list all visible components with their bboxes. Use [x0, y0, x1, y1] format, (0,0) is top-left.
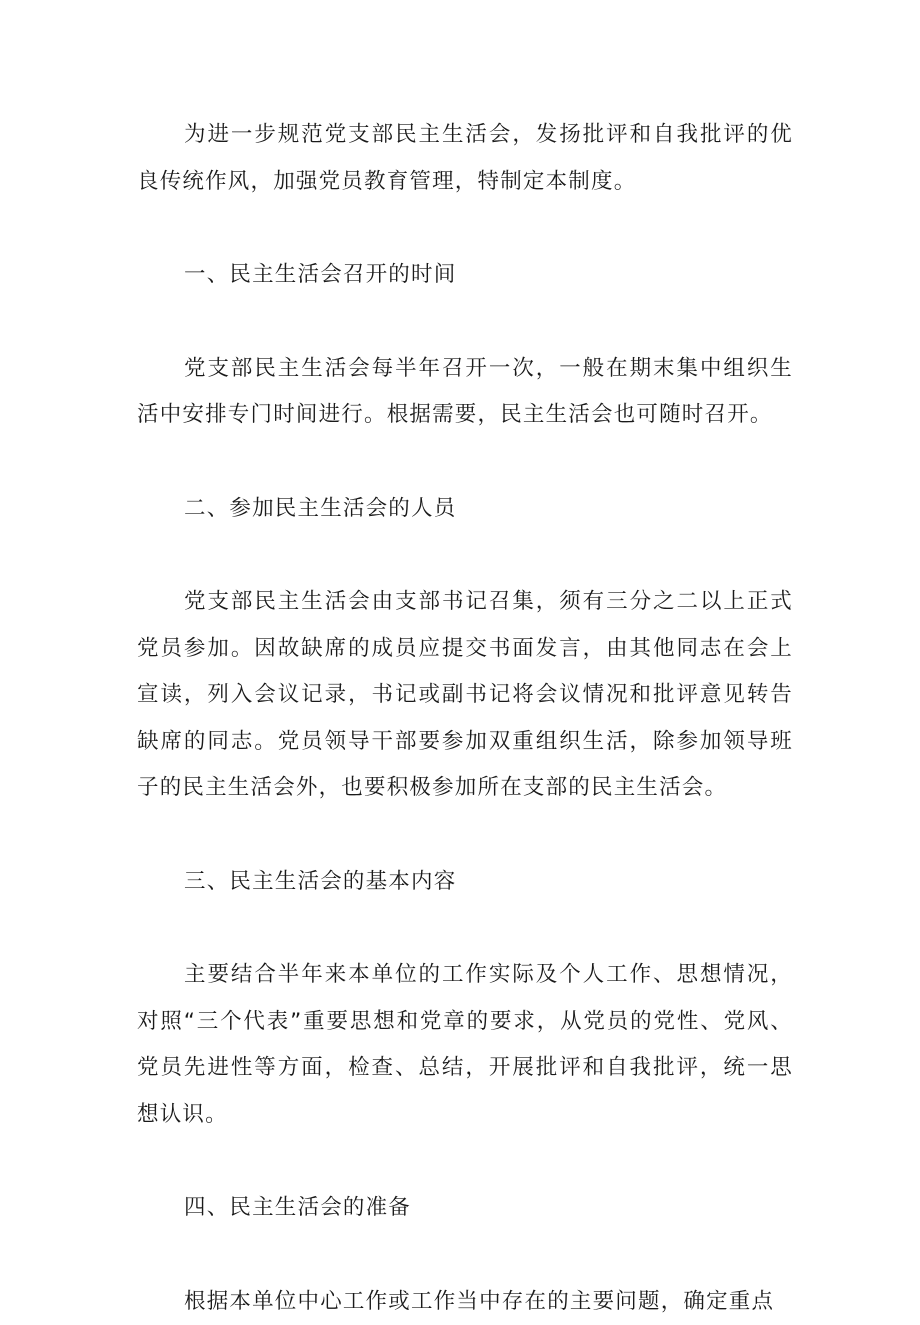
paragraph-gap [137, 299, 793, 346]
paragraph-gap [137, 205, 793, 252]
paragraph-gap [137, 812, 793, 859]
section-2-heading: 二、参加民主生活会的人员 [137, 486, 793, 533]
section-2-body: 党支部民主生活会由支部书记召集，须有三分之二以上正式党员参加。因故缺席的成员应提交书面发言，由其他同志在会上宣读，列入会议记录，书记或副书记将会议情况和批评意见转告缺席的同志。党员领导干部要参加双重组织生活，除参加领导班子的民主生活会外，也要积极参加所在支部的民主生活会。 [137, 579, 793, 812]
paragraph-gap [137, 1232, 793, 1279]
intro-paragraph: 为进一步规范党支部民主生活会，发扬批评和自我批评的优良传统作风，加强党员教育管理，特制定本制度。 [137, 112, 793, 205]
section-3-body: 主要结合半年来本单位的工作实际及个人工作、思想情况，对照“三个代表”重要思想和党章的要求，从党员的党性、党风、党员先进性等方面，检查、总结，开展批评和自我批评，统一思想认识。 [137, 952, 793, 1138]
paragraph-gap [137, 532, 793, 579]
paragraph-gap [137, 1138, 793, 1185]
section-1-heading: 一、民主生活会召开的时间 [137, 252, 793, 299]
section-4-heading: 四、民主生活会的准备 [137, 1185, 793, 1232]
section-4-body: 根据本单位中心工作或工作当中存在的主要问题，确定重点 [137, 1279, 793, 1325]
section-1-body: 党支部民主生活会每半年召开一次，一般在期末集中组织生活中安排专门时间进行。根据需要，民主生活会也可随时召开。 [137, 346, 793, 439]
paragraph-gap [137, 905, 793, 952]
paragraph-gap [137, 439, 793, 486]
document-page [137, 112, 793, 1325]
section-3-heading: 三、民主生活会的基本内容 [137, 859, 793, 906]
